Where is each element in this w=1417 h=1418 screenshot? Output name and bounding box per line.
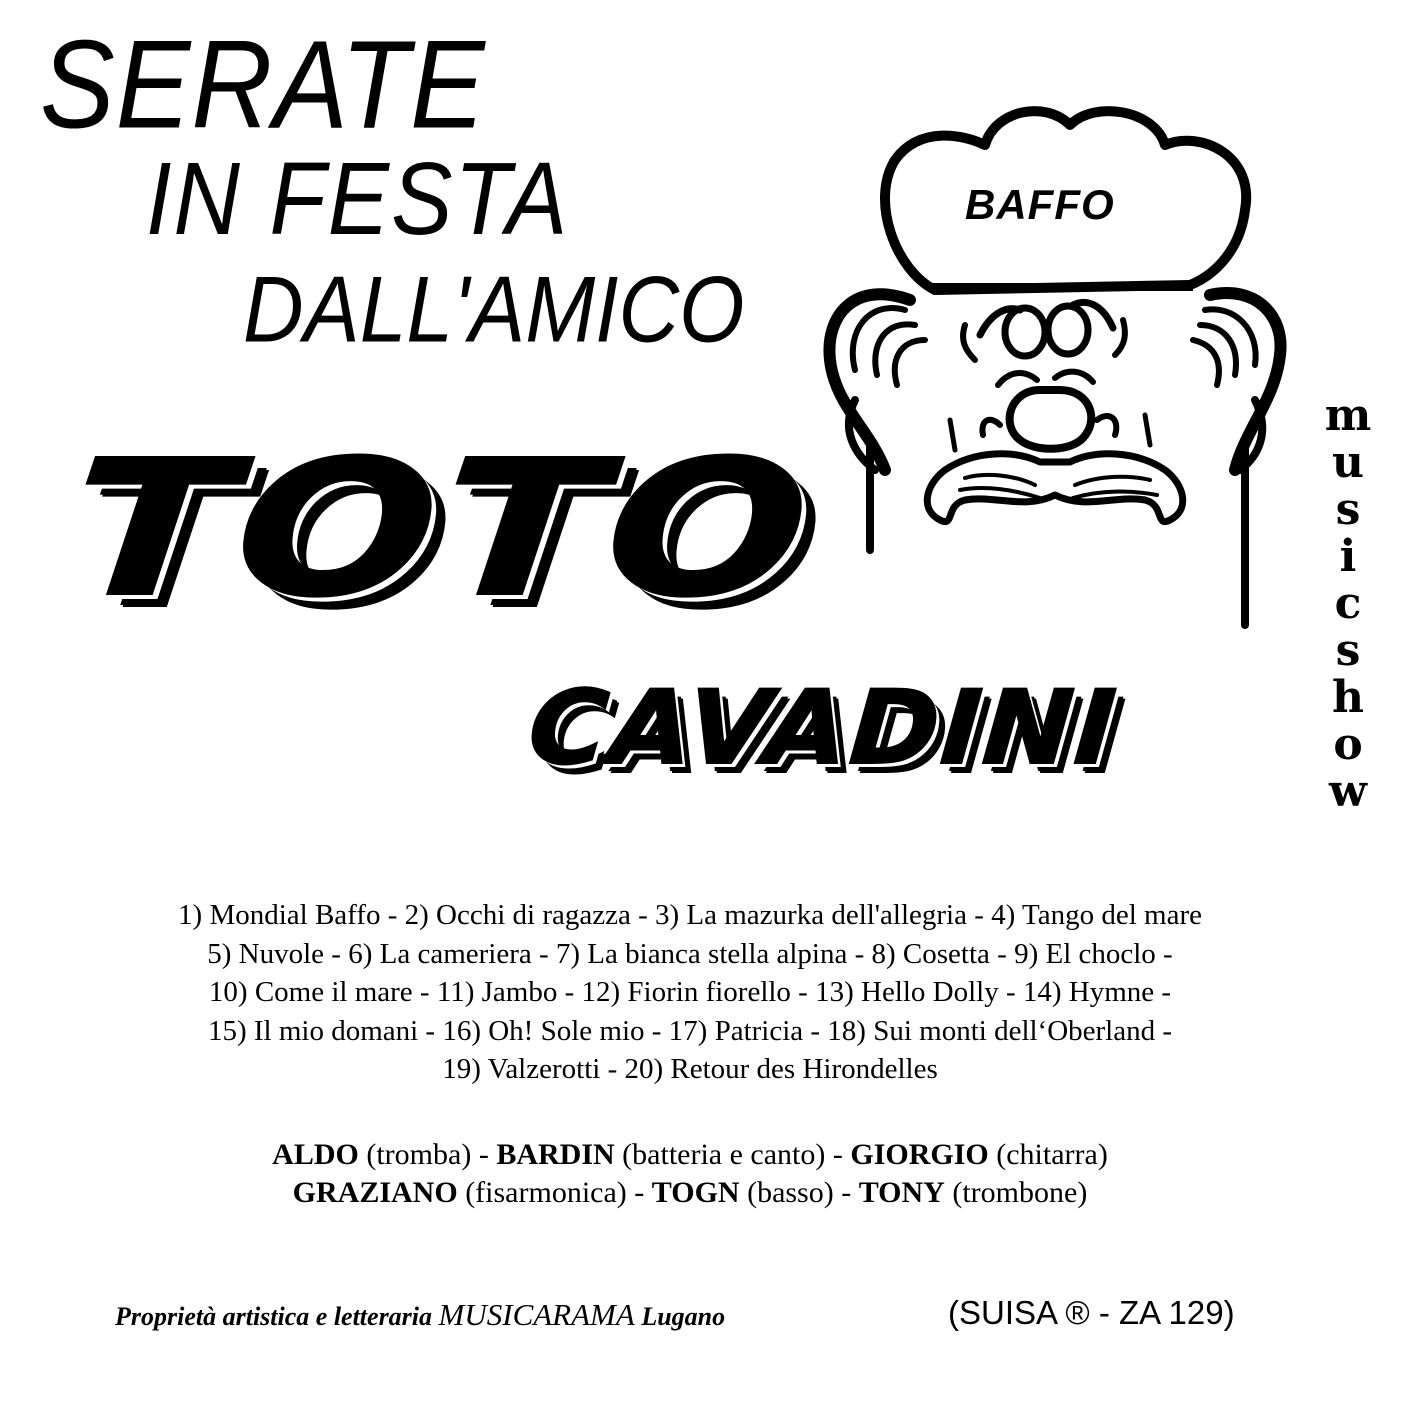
title-line-2: IN FESTA xyxy=(146,142,570,257)
band-line-1 xyxy=(0,1136,1380,1174)
member-role: (fisarmonica) - xyxy=(457,1176,652,1209)
member-name: GIORGIO xyxy=(850,1138,989,1171)
side-letter: u xyxy=(1332,437,1364,488)
hat-label: BAFFO xyxy=(965,181,1115,228)
artist-first-name: TOTO xyxy=(62,420,822,639)
side-letter: h xyxy=(1332,672,1364,723)
catalog-number: (SUISA ® - ZA 129) xyxy=(948,1294,1235,1331)
member-name: TONY xyxy=(858,1176,945,1209)
band-line-2 xyxy=(0,1174,1380,1212)
side-letter: o xyxy=(1333,719,1363,770)
title-line-1: SERATE xyxy=(40,14,486,155)
track-line: 10) Come il mare - 11) Jambo - 12) Fiorin fiorello - 13) Hello Dolly - 14) Hymne - xyxy=(208,976,1172,1008)
rights-notice xyxy=(115,1297,725,1333)
member-name: BARDIN xyxy=(496,1138,615,1171)
side-letter: w xyxy=(1329,766,1367,817)
side-letter: s xyxy=(1335,484,1361,535)
member-name: ALDO xyxy=(272,1138,359,1171)
track-line: 15) Il mio domani - 16) Oh! Sole mio - 17) Patricia - 18) Sui monti dell‘Oberland - xyxy=(207,1014,1173,1047)
member-role: (tromba) - xyxy=(358,1138,497,1171)
track-line: 1) Mondial Baffo - 2) Occhi di ragazza - 3) La mazurka dell'allegria - 4) Tango del mare xyxy=(178,899,1202,931)
member-role: (chitarra) xyxy=(988,1138,1108,1171)
side-letter: i xyxy=(1339,531,1357,582)
title-line-3: DALL'AMICO xyxy=(243,256,745,362)
rights-text: Proprietà artistica e letteraria xyxy=(115,1302,439,1331)
side-letter: s xyxy=(1335,625,1361,676)
track-list xyxy=(40,896,1340,1089)
track-line: 5) Nuvole - 6) La cameriera - 7) La bianca stella alpina - 8) Cosetta - 9) El choclo - xyxy=(207,937,1173,970)
artist-last-name: CAVADINI xyxy=(524,669,1122,788)
side-letter: c xyxy=(1334,578,1362,629)
side-label-musicshow xyxy=(1318,392,1378,815)
member-role: (trombone) xyxy=(944,1176,1088,1209)
member-role: (batteria e canto) - xyxy=(614,1138,851,1171)
member-name: TOGN xyxy=(651,1176,740,1209)
publisher-city: Lugano xyxy=(634,1302,726,1331)
member-name: GRAZIANO xyxy=(292,1176,458,1209)
member-role: (basso) - xyxy=(739,1176,859,1209)
band-members xyxy=(0,1136,1380,1212)
track-line: 19) Valzerotti - 20) Retour des Hirondelles xyxy=(442,1053,938,1085)
publisher-name: MUSICARAMA xyxy=(438,1297,635,1332)
side-letter: m xyxy=(1324,390,1372,441)
